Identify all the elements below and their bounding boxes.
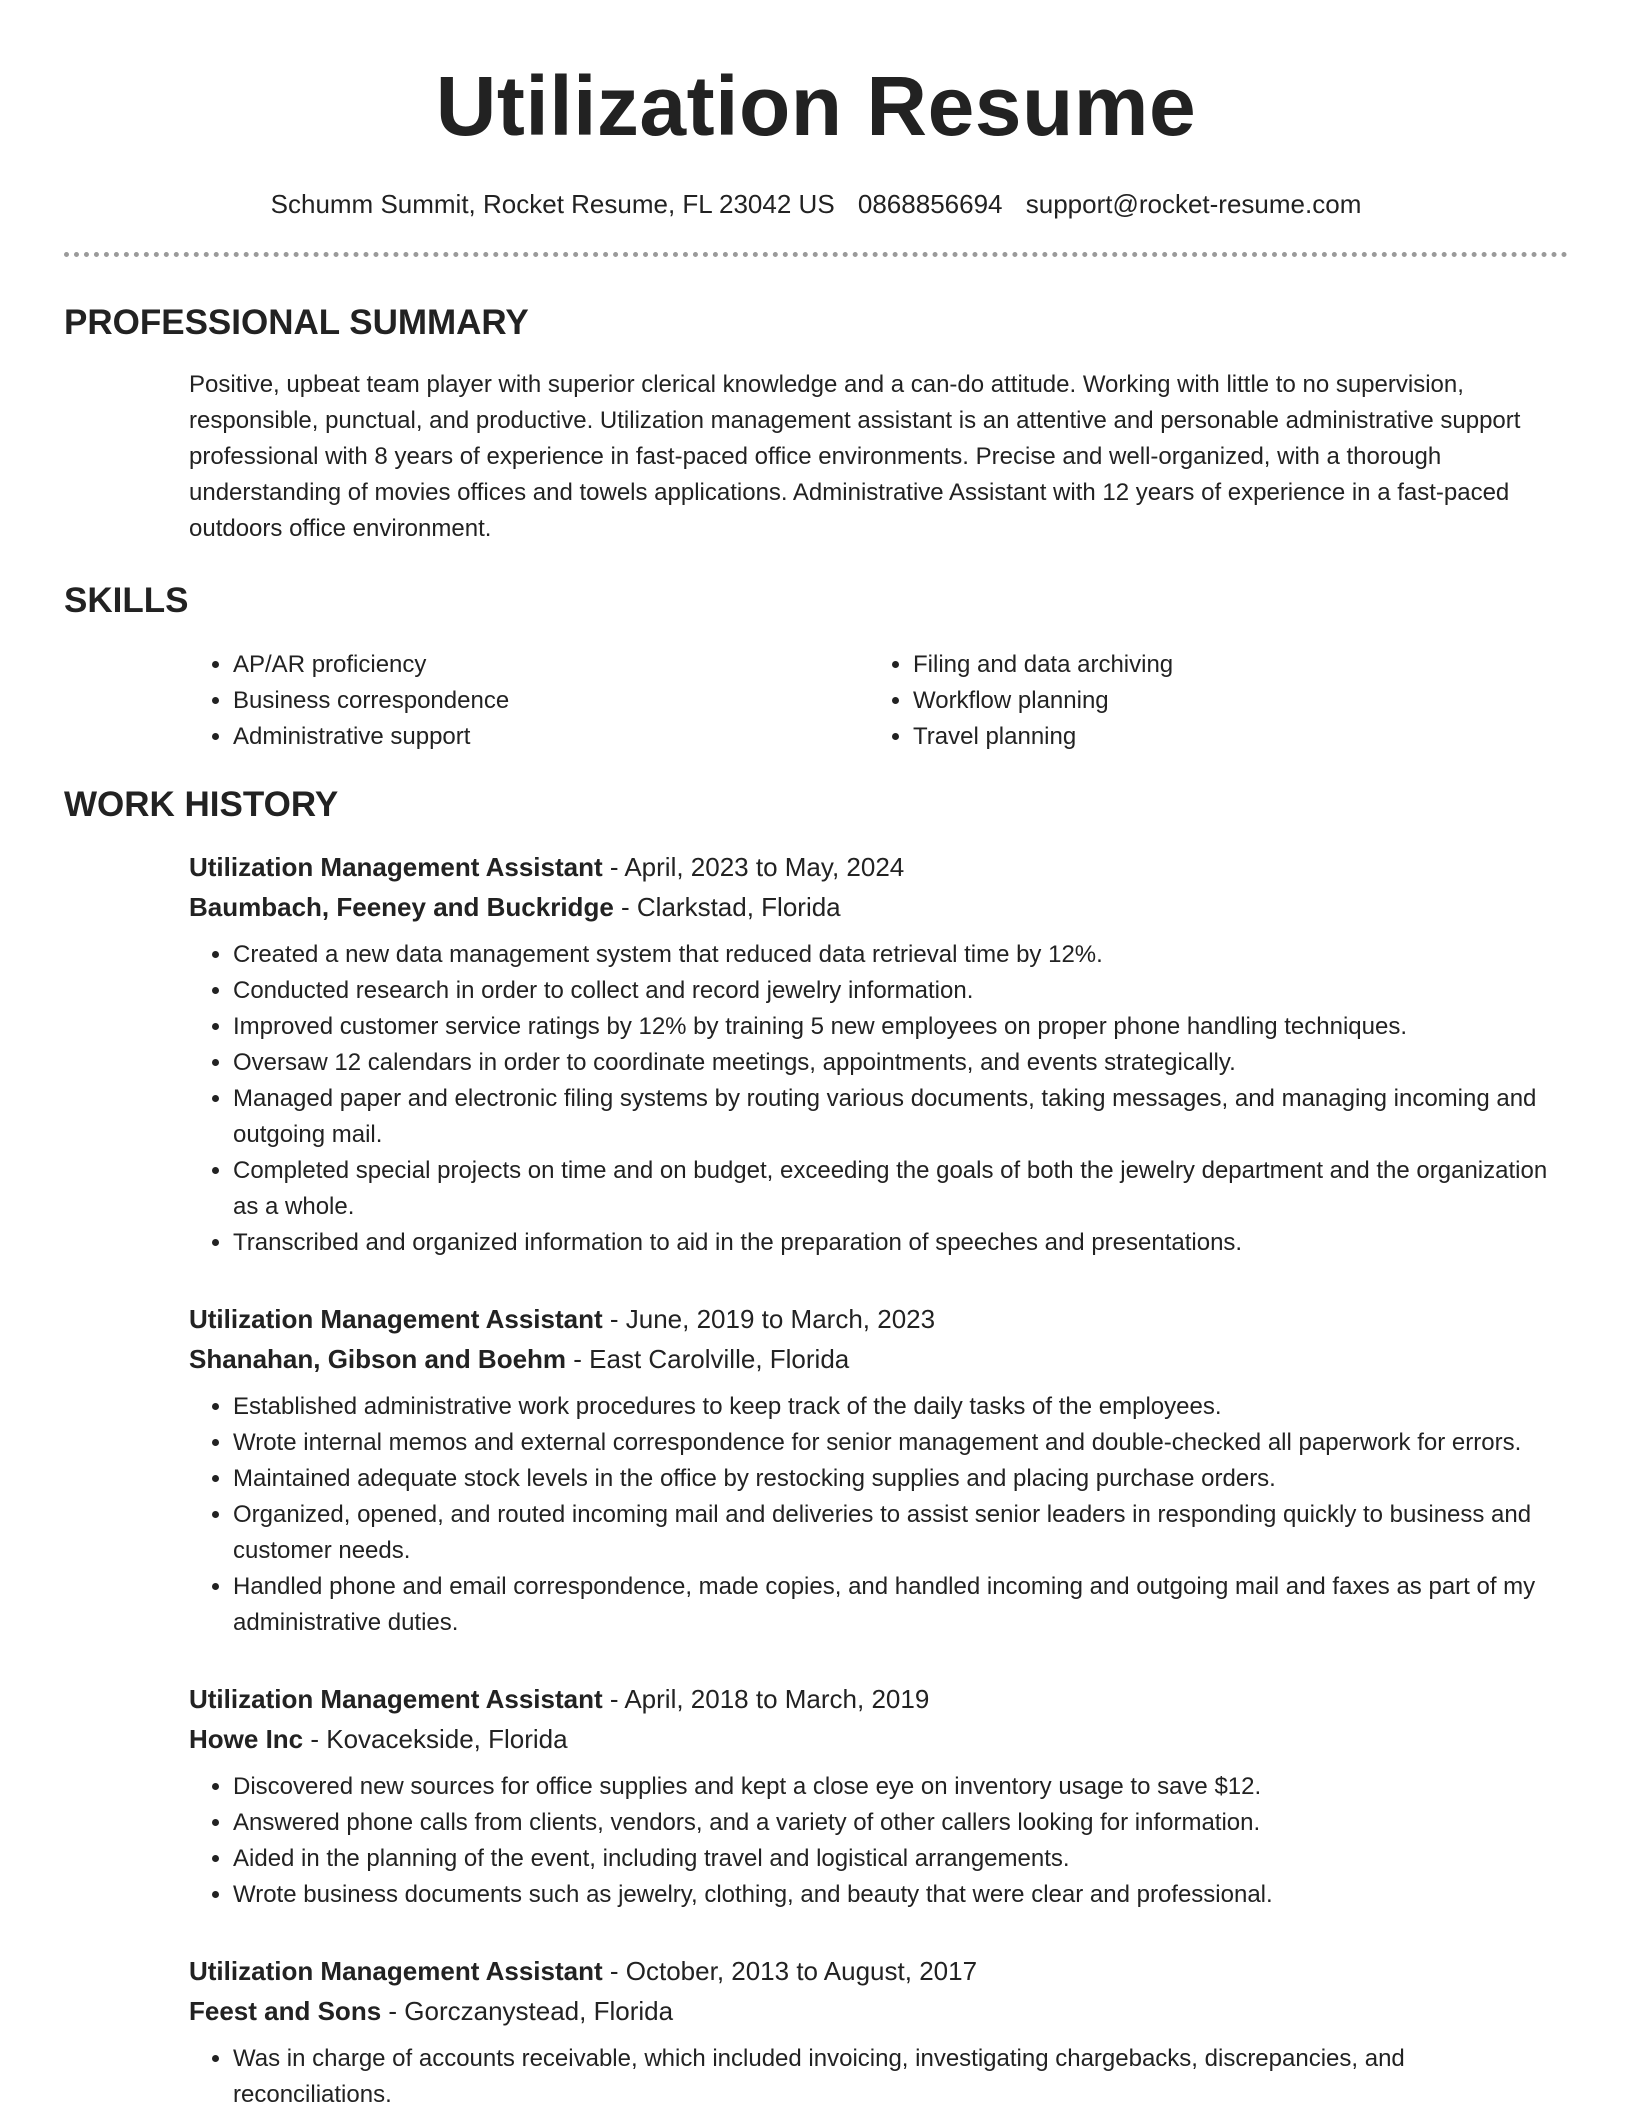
header-divider <box>64 252 1568 257</box>
job-bullet: • Wrote business documents such as jewelry, clothing, and beauty that were clear and professional. <box>233 1877 1568 1913</box>
job-location: - Kovacekside, Florida <box>303 1724 568 1754</box>
skills-list-left <box>189 647 869 755</box>
job-role: Utilization Management Assistant <box>189 1956 603 1986</box>
job-location: - East Carolville, Florida <box>566 1344 850 1374</box>
job-entry <box>189 1951 1568 2113</box>
job-company-line <box>189 1339 1568 1379</box>
job-bullet: • Conducted research in order to collect and record jewelry information. <box>233 973 1568 1009</box>
job-company: Howe Inc <box>189 1724 304 1754</box>
skill-item: • Business correspondence <box>233 683 869 719</box>
job-entry <box>189 1679 1568 1913</box>
resume-header <box>64 0 1568 257</box>
job-title-line <box>189 1951 1568 1991</box>
skills-section <box>64 581 1568 755</box>
job-title-line <box>189 1679 1568 1719</box>
skill-item: • Travel planning <box>913 719 1549 755</box>
job-company: Feest and Sons <box>189 1996 382 2026</box>
skills-columns <box>189 647 1568 755</box>
job-entry <box>189 1299 1568 1641</box>
contact-phone: 0868856694 <box>857 189 1003 219</box>
job-bullet: • Handled phone and email correspondence, made copies, and handled incoming and outgoing mail and faxes as part of my administrative duties. <box>233 1569 1568 1641</box>
job-dates: - April, 2023 to May, 2024 <box>602 852 905 882</box>
skill-item: • AP/AR proficiency <box>233 647 869 683</box>
skill-item: • Workflow planning <box>913 683 1549 719</box>
skills-title: SKILLS <box>64 581 189 620</box>
summary-section <box>64 303 1568 547</box>
job-bullet: • Organized, opened, and routed incoming mail and deliveries to assist senior leaders in responding quickly to business and customer needs. <box>233 1497 1568 1569</box>
job-bullet: • Improved customer service ratings by 12% by training 5 new employees on proper phone handling techniques. <box>233 1009 1568 1045</box>
job-bullet: • Aided in the planning of the event, including travel and logistical arrangements. <box>233 1841 1568 1877</box>
resume-name: Utilization Resume <box>435 59 1197 153</box>
job-bullet: • Managed paper and electronic filing systems by routing various documents, taking messages, and managing incoming and outgoing mail. <box>233 1081 1568 1153</box>
job-bullet: • Maintained adequate stock levels in the office by restocking supplies and placing purchase orders. <box>233 1461 1568 1497</box>
job-bullet: • Created a new data management system that reduced data retrieval time by 12%. <box>233 937 1568 973</box>
job-dates: - October, 2013 to August, 2017 <box>602 1956 978 1986</box>
job-company-line <box>189 887 1568 927</box>
job-company-line <box>189 1991 1568 2031</box>
job-bullet: • Was in charge of accounts receivable, which included invoicing, investigating chargebacks, discrepancies, and reconciliations. <box>233 2041 1568 2113</box>
work-history-title: WORK HISTORY <box>64 785 339 824</box>
job-bullets <box>189 937 1568 1261</box>
job-location: - Clarkstad, Florida <box>613 892 841 922</box>
job-bullets <box>189 1389 1568 1641</box>
job-bullet: • Completed special projects on time and on budget, exceeding the goals of both the jewelry department and the organization as a whole. <box>233 1153 1568 1225</box>
job-bullet: • Discovered new sources for office supplies and kept a close eye on inventory usage to save $12. <box>233 1769 1568 1805</box>
job-role: Utilization Management Assistant <box>189 1684 603 1714</box>
job-entry <box>189 847 1568 1261</box>
job-location: - Gorczanystead, Florida <box>381 1996 674 2026</box>
job-title-line <box>189 847 1568 887</box>
job-company-line <box>189 1719 1568 1759</box>
job-role: Utilization Management Assistant <box>189 1304 603 1334</box>
job-dates: - June, 2019 to March, 2023 <box>602 1304 936 1334</box>
job-bullet: • Wrote internal memos and external correspondence for senior management and double-checked all paperwork for errors. <box>233 1425 1568 1461</box>
job-bullet: • Answered phone calls from clients, vendors, and a variety of other callers looking for information. <box>233 1805 1568 1841</box>
contact-address: Schumm Summit, Rocket Resume, FL 23042 US <box>270 189 835 219</box>
skills-list-right <box>869 647 1549 755</box>
job-bullet: • Oversaw 12 calendars in order to coordinate meetings, appointments, and events strategically. <box>233 1045 1568 1081</box>
job-bullet: • Transcribed and organized information to aid in the preparation of speeches and presentations. <box>233 1225 1568 1261</box>
job-bullets <box>189 1769 1568 1913</box>
job-role: Utilization Management Assistant <box>189 852 603 882</box>
job-bullets <box>189 2041 1568 2113</box>
summary-title: PROFESSIONAL SUMMARY <box>64 303 529 342</box>
job-company: Shanahan, Gibson and Boehm <box>189 1344 567 1374</box>
job-title-line <box>189 1299 1568 1339</box>
job-dates: - April, 2018 to March, 2019 <box>602 1684 930 1714</box>
work-history-section <box>64 785 1568 2113</box>
skill-item: • Filing and data archiving <box>913 647 1549 683</box>
job-company: Baumbach, Feeney and Buckridge <box>189 892 614 922</box>
contact-line <box>64 188 1568 220</box>
contact-email: support@rocket-resume.com <box>1025 189 1362 219</box>
job-bullet: • Established administrative work procedures to keep track of the daily tasks of the employees. <box>233 1389 1568 1425</box>
summary-text: Positive, upbeat team player with superior clerical knowledge and a can-do attitude. Working with little to no supervision, responsible, punctual, and productive. Utilization management assistant is an attentive and personable administrative support professional with 8 years of experience in fast-paced office environments. Precise and well-organized, with a thorough understanding of movies offices and towels applications. Administrative Assistant with 12 years of experience in a fast-paced outdoors office environment. <box>189 371 1521 542</box>
skill-item: • Administrative support <box>233 719 869 755</box>
